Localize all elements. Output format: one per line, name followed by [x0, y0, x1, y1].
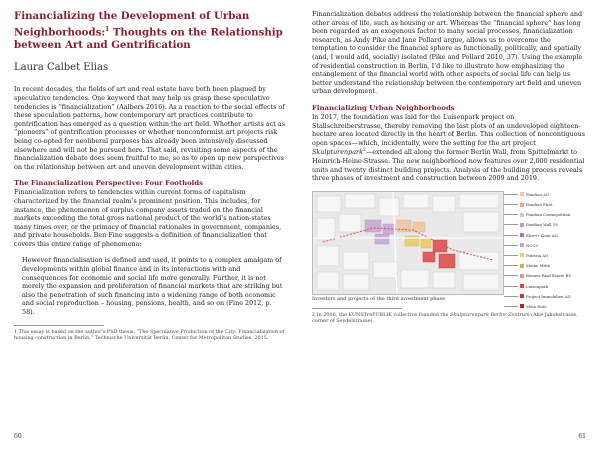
luisenpark-paragraph: In 2017, the foundation was laid for the Luisenpark project on Stallschreiberstrasse, thereby removing the last plots of an undeveloped eighteen-hectare area located directly in the heart of Berlin. This collection of noncontiguous open spaces—which, incidentally, were the setting for the art project Skulpturenpark$^2$—extended all along the former Berlin Wall, from Spittelmarkt to Heinrich-Heine-Strasse. The new neighborhood now features over 2,000 residential units and twenty distinct building projects. Analysis of the building process reveals three phases of investment and construction between 2009 and 2019. — [312, 112, 586, 183]
legend-swatch — [520, 243, 524, 247]
map-graphic — [313, 192, 503, 294]
legend-item: Meine Mitte — [504, 262, 588, 269]
legend-swatch — [520, 264, 524, 268]
block-quote: However financialisation is defined and used, it points to a complex amalgam of developments within global finance and in its interactions with and consequences for economic and social life more generally. Further, it is not merely the expansion and proliferation of financial markets that are striking but also the penetration of such financing into a widening range of both economic and social reproduction – housing, pensions, health, and so on (Fine 2012, p. 58). — [22, 256, 283, 317]
legend-item: Pandion Cosmopolitan — [504, 211, 588, 218]
legend-item: Pandion AG — [504, 191, 588, 198]
legend-swatch — [520, 223, 524, 227]
legend-swatch — [520, 233, 524, 237]
footnote-divider — [312, 308, 402, 309]
legend-item: Pandion First — [504, 201, 588, 208]
financialization-debates-paragraph: Financialization debates address the relationship between the financial sphere and other areas of life, such as housing or art. Whereas the “financial sphere” has long been regarded as an exogenous factor to many social processes, financialization research, as Andy Pike and Jane Pollard argue, allows us to overcome the temptation to consider the financial sphere as functionally, politically, and spatially (and, I would add, socially) isolated (Pike and Pollard 2010, 37). Using the example of residential construction in Berlin, I’d like to illustrate how emphasizing the entanglement of the financial world with other aspects of social life can help us better understand the relationship between the contemporary art field and uneven urban development. — [312, 10, 583, 96]
section-heading-footholds: The Financialization Perspective: Four Footholds — [14, 179, 203, 188]
footnote-marker-2: 2 — [362, 148, 366, 154]
legend-swatch — [520, 284, 524, 288]
berlin-map-image — [312, 191, 504, 295]
legend-swatch — [520, 253, 524, 257]
map-legend — [504, 191, 588, 309]
title-footnote-marker: 1 — [105, 26, 110, 33]
page-number-left: 60 — [14, 433, 22, 440]
legend-item: Bonava Real Estate BV — [504, 272, 588, 279]
section-heading-urban: Financializing Urban Neighborhoods — [312, 103, 455, 112]
legend-item: NCC9 — [504, 242, 588, 249]
legend-item: Patrizia AG — [504, 252, 588, 259]
legend-item: Ehret+Klein AG — [504, 232, 588, 239]
legend-item: Pandion Wall 18 — [504, 221, 588, 228]
page-number-right: 61 — [578, 433, 586, 440]
footnote-1: 1 This essay is based on the author’s PhD thesis, “The Speculative Production of the City: Financialization of housing construction in Berlin,” Technische Universität Berlin, Center for Metropolitan Studies, 2015. — [14, 328, 285, 341]
artwork-title: Skulpturenpark — [312, 148, 363, 157]
footnote-divider — [14, 325, 104, 326]
intro-paragraph: In recent decades, the fields of art and real estate have both been plagued by speculative tendencies. One keyword that may help us grasp these speculative tendencies is “financialization” (Aalbers 2016). As a reaction to the social effects of these speculation patterns, how contemporary art practices contribute to gentrification has emerged as a question within the art field. Whether artists act as “pioneers” of gentrification processes or whether nonconformist art projects risk being co-opted for neoliberal purposes has already been intensively discussed elsewhere and will not be pursued here. That said, revisiting some aspects of the financialization debate does seem fruitful to me, so as to open up new perspectives on the relationship between art and uneven development within cities. — [14, 85, 285, 171]
footnote-2: 2 In 2006, the KUNSTrePUBLIK collective founded the Skulpturenpark Berlin_Zentrum (Alte Jakobstrasse, corner of Seydelstrasse). — [312, 311, 578, 325]
legend-item: Luisenpark — [504, 283, 588, 290]
legend-swatch — [520, 304, 524, 308]
legend-item: Mein Hofs — [504, 303, 588, 310]
legend-swatch — [520, 203, 524, 207]
legend-swatch — [520, 274, 524, 278]
legend-swatch — [520, 294, 524, 298]
right-page — [300, 0, 600, 450]
essay-title: Financializing the Development of Urban Neighborhoods:$^1$ Thoughts on the Relationship between Art and Gentrification — [14, 10, 283, 52]
figure-caption: Investors and projects of the third investment phase — [312, 295, 446, 302]
legend-item: Project Immobilien AG — [504, 293, 588, 300]
legend-swatch — [520, 192, 524, 196]
legend-swatch — [520, 213, 524, 217]
author-name: Laura Calbet Elias — [14, 62, 109, 74]
financialization-paragraph: Financialization refers to tendencies within current forms of capitalism characterized by the financial realm’s prominent position. This includes, for instance, the phenomenon of surplus company assets traded on the financial markets exceeding the total gross national product of the world’s nation-states many times over, or the primacy of financial rationales in government, companies, and private households. Ben Fine suggests a definition of financialization that covers this entire range of phenomena: — [14, 188, 282, 248]
